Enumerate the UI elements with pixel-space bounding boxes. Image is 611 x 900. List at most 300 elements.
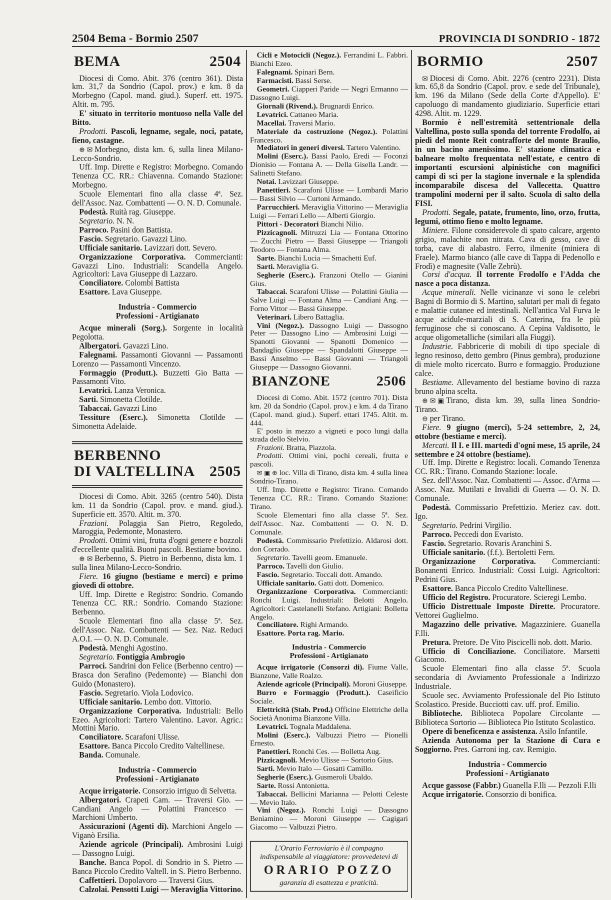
locality-number: 2506 [376, 374, 407, 390]
directory-entry [250, 664, 408, 681]
entry-text: Procuratore. Scieregi Lembo. [492, 592, 587, 602]
directory-entry [72, 493, 243, 520]
directory-entry [250, 52, 408, 69]
entry-text: Uff. Imp. Dirette e Registro: Tirano. Comando Tenenza CC. RR.: Tirano. Comando Stazione: Tirano. [250, 485, 408, 512]
entry-label: Fascio. [422, 539, 446, 549]
entry-text: Moroni Giuseppe. [352, 679, 408, 689]
entry-text: Sorgente in località Pegolotta. [72, 323, 243, 342]
entry-label: Esattore. [256, 629, 286, 638]
entry-text: Filone considerevole di spato calcare, argento grigio, malachite non nitrata. Cava di gesso, cave di torba, cave di alabastro. Ferro, ilmenite (miniera di Fraele). Marmo bianco (alle cave di Tappa di Pedenollo e Frodì) e magnesite (Valle Zebrù). [415, 225, 600, 271]
entry-text: Scarafoni Ulisse. [125, 732, 180, 742]
entry-text: Uff. Imp. Dirette e Registro: Morbegno. Comando Tenenza CC. RR.: Chiavenna. Comando Stazione: Morbegno. [72, 162, 243, 190]
directory-entry [72, 823, 243, 841]
entry-label: Pizzicagnoli. [256, 228, 298, 237]
entry-text: Pres. Garroni ing. cav. Remigio. [453, 744, 557, 754]
entry-text: Ferrandini L. Fabbri. Bianchi Ezeo. [250, 52, 408, 68]
entry-text: Caseificio Sociale. [250, 688, 408, 706]
entry-text: Bianchi Nilio. [320, 219, 364, 229]
directory-entry [415, 289, 600, 343]
entry-text: Polattini Francesco. [250, 127, 408, 144]
entry-label: Esattore. [79, 741, 110, 751]
entry-label: Ufficiale sanitario. [79, 243, 143, 253]
entry-label: Acque irrigatorie. [79, 786, 141, 796]
directory-entry [250, 428, 408, 445]
entry-label: Assicurazioni (Agenti di). [79, 822, 169, 832]
directory-entry [415, 379, 600, 397]
entry-text: Commercianti: Bonanenti Enrico. Industriali: Cossi Luigi. Agricoltori: Pedrini Gius. [415, 556, 600, 584]
locality-number: 2507 [566, 54, 598, 70]
entry-text: Ronchi Luigi — Dassogno Beniamino — Moroni Giuseppe — Cagigari Giacomo — Valbuzzi Pietro. [250, 806, 408, 832]
entry-label: Panettieri. [256, 747, 291, 756]
entry-text: Gavazzi Lino. [123, 341, 169, 351]
entry-label: Pittori - Decoratori [256, 219, 319, 229]
entry-text: Bianchi Lucia — Smachetti Euf. [277, 253, 377, 263]
entry-label: Acque irrigatorie (Consorzi di). [256, 663, 365, 672]
directory-entry [415, 119, 600, 209]
entry-text: Allevamento del bestiame bovino di razza bruno alpina scelta. [415, 377, 600, 396]
entry-text: Diocesi di Como. Abit. 2276 (centro 2231). Dista km. 65,8 da Sondrio (Capol. prov. e sede del Tribunale), km. 196 da Milano (Sede della Corte d'Appello). E' capoluogo di mandamento giudiziario. Superficie ettari 4298. Altit. m. 1229. [415, 73, 600, 119]
entry-text: Tartero Valentino. [346, 143, 401, 153]
entry-label: Acque irrigatorie. [422, 789, 484, 799]
entry-label: Sarti. [79, 395, 99, 405]
advertisement-box [250, 841, 408, 891]
section-heading-line: Industria - Commercio [118, 765, 197, 775]
entry-text: Segretario. Toccali dott. Amando. [281, 570, 383, 579]
entry-label: Industrie. [422, 342, 454, 352]
entry-label: Frazioni. [79, 518, 109, 528]
directory-entry [250, 470, 408, 487]
entry-text: Fontiggia Ambrogio [116, 652, 185, 662]
entry-label: Panettieri. [256, 186, 291, 195]
telegraph-icon: ▣ [264, 469, 271, 478]
entry-text: Ottimi vini, pochi cereali, frutta e pascoli. [250, 452, 408, 469]
entry-label: Calzolai. [79, 884, 110, 894]
entry-text: Scuole Elementari fino alla classe 5ª. Sez. dell'Assoc. Naz. Combattenti — O. N. D. Comunale. [250, 511, 408, 537]
entry-text: Bormio è nell'estremità settentrionale della Valtellina, posto sulla sponda del torrente Frodolfo, ai piedi del monte Reit contrafforte del monte Braulio, in un bacino amenissimo. E' stazione climatica e balneare molto frequentata nell'estate, e centro di importanti escursioni alpinistiche con magnifici campi di sci per la stagione invernale e la splendida incomparabile discesa del Vallecetta. Quattro trampolini moderni per il salto. Scuola di salto della FISI. [415, 118, 600, 208]
entry-label: Fiere. [79, 572, 99, 582]
directory-entry [415, 442, 600, 460]
entry-text: Procuratore. Vettorei Guglielmo. [415, 601, 600, 620]
locality-number: 2505 [209, 464, 242, 481]
entry-label: Formaggio (Produtt.). [79, 368, 158, 378]
directory-entry [415, 737, 600, 755]
entry-text: Ambrosini Luigi — Dassogno Luigi. [72, 840, 243, 858]
directory-entry [250, 689, 408, 706]
post-office-icon: ✉ [256, 469, 263, 478]
entry-text: Dopolavoro — Traversi Gius. [118, 875, 214, 885]
entry-text: Diocesi di Como. Abit. 1572 (centro 701). Dista km. 20 da Sondrio (Capol. prov.) e km. 4 da Tirano (Capol. mand. giud.). Superf. ettari 1745. Altit. m. 444. [250, 392, 408, 427]
railway-station-icon: ⊕ [422, 396, 428, 405]
entry-label: Giornali (Rivend.). [256, 101, 318, 111]
entry-text: Righi Armando. [300, 620, 349, 630]
entry-text: per Tirano. [429, 413, 466, 423]
directory-entry [415, 477, 600, 504]
section-heading-line: Professioni - Artigianato [289, 651, 369, 661]
section-heading [72, 304, 243, 322]
entry-text: Rossi Antonietta. [277, 781, 330, 790]
directory-entry [250, 86, 408, 103]
entry-text: Consorzio irriguo di Selvetta. [142, 786, 237, 796]
directory-entry [250, 588, 408, 622]
post-office-icon: ✉ [86, 555, 93, 564]
entry-label: Azienda Autonoma per la Stazione di Cura e Soggiorno. [415, 736, 600, 754]
directory-entry [415, 603, 600, 621]
entry-text: 16 giugno (bestiame e merci) e primo giovedì di ottobre. [72, 572, 243, 590]
right-column [415, 52, 600, 897]
entry-label: Magazzino delle privative. [422, 619, 517, 629]
directory-entry [72, 146, 243, 164]
section-heading [72, 767, 243, 785]
entry-text: Pretore. De Vito Piscicelli nob. dott. Mario. [452, 637, 593, 647]
entry-text: Valbuzzi Pietro — Pionelli Ernesto. [250, 730, 408, 748]
entry-text: Lanza Veronica. [114, 386, 166, 396]
entry-text: Guanella F.lli — Pezzoli F.lli [502, 780, 597, 790]
entry-text: Lavizzari dott. Severo. [144, 243, 217, 253]
entry-text: Scuole sec. Avviamento Professionale del Pio Istituto Scolastico. Preside. Bucciotti cav. uff. prof. Emilio. [415, 691, 600, 710]
section-heading [250, 644, 408, 661]
directory-entry [415, 504, 600, 522]
entry-text: Spinari Bern. [294, 67, 335, 77]
entry-text: Consorzio di bonifica. [485, 789, 557, 799]
entry-label: Albergatori. [79, 795, 122, 805]
column-content [72, 54, 243, 895]
entry-text: Il torrente Frodolfo e l'Adda che nasce a poca distanza. [415, 270, 600, 289]
entry-label: Fascio. [256, 570, 280, 579]
entry-label: Sarte. [256, 253, 276, 263]
entry-text: Menghi Agostino. [109, 643, 168, 653]
entry-text: Segretario. Rovaris Aranchini S. [447, 539, 552, 549]
column-rule [411, 50, 412, 898]
entry-label: Podestà. [79, 207, 108, 217]
directory-entry [250, 271, 408, 288]
directory-entry [72, 859, 243, 877]
entry-text: Mevio Italo — Gosatti Camillo. [276, 764, 374, 773]
entry-text: Dassogno Luigi — Dassogno Peter — Dassogno Lino — Ambrosini Luigi — Spanotti Giovanni — Spanotti Domenico — Bandaglio Giuseppe — Spandalotti Giuseppe — Bassi Anselmo — Bassi Giovanni — Triangoli Giuseppe — Dassogno Giovanni. [250, 321, 408, 372]
entry-text: Bassi Serse. [295, 76, 332, 85]
entry-label: Albergatori. [79, 341, 122, 351]
entry-label: Prodotti. [79, 127, 108, 137]
entry-label: Vini (Negoz.). [256, 321, 304, 330]
entry-text: Scarafoni Ulisse — Polattini Giulia — Salve Luigi — Fontana Alma — Candiani Ang. — Forno Vittor — Bassi Giuseppe. [250, 287, 408, 313]
entry-label: Ufficiale sanitario. [422, 548, 486, 558]
directory-entry [72, 752, 243, 761]
directory-entry [72, 591, 243, 618]
entry-label: Ufficiale sanitario. [79, 697, 143, 707]
entry-text: Franzoni Otello — Gianini Gius. [250, 270, 408, 288]
section-heading [415, 761, 600, 779]
entry-text: Lembo dott. Vittorio. [144, 697, 212, 707]
entry-label: Veterinari. [256, 312, 292, 322]
entry-text: Morbegno, dista km. 6, sulla linea Milano-Lecco-Sondrio. [72, 144, 243, 163]
locality-title [250, 375, 408, 391]
entry-text: Officine Elettriche della Società Anonima Bianzone Villa. [250, 705, 408, 723]
entry-text: Libero Battaglia. [293, 312, 345, 322]
entry-text: Comunale. [105, 750, 141, 760]
section-heading-line: Professioni - Artigianato [115, 311, 200, 321]
entry-text: Peccedi don Evaristo. [453, 530, 524, 540]
entry-label: Tabaccai. [256, 789, 288, 799]
entry-text: Industriali: Bello Ezeo. Agricoltori: Tartero Valentino. Lavor. Agric.: Mottini Mario. [72, 706, 243, 733]
entry-label: Organizzazione Corporativa. [79, 706, 182, 716]
section-heading-line: Professioni - Artigianato [465, 768, 550, 778]
entry-text: Fiume Valle, Bianzone, Valle Roalzo. [250, 663, 408, 680]
directory-entry [415, 621, 600, 639]
left-column [72, 52, 243, 897]
locality-name-line: BORMIO [416, 54, 484, 70]
entry-text: Meraviglia Vittorino — Meraviglia Luigi — Ferrari Lello — Alberti Giorgio. [250, 202, 408, 220]
directory-entry [250, 453, 408, 470]
entry-text: Colombi Battista [125, 278, 180, 288]
entry-label: Segretario. [79, 652, 115, 662]
directory-entry [72, 707, 243, 734]
entry-text: Scuole Elementari fino alla classe 5ª. Scuola secondaria di Avviamento Professionale a Indirizzo Industriale. [415, 664, 600, 692]
entry-text: Lava Giuseppe. [111, 287, 162, 297]
entry-text: Simonetta Clotilde — Simonetta Adelaide. [72, 412, 243, 431]
entry-label: Segherie (Eserc.). [256, 772, 313, 782]
directory-entry [415, 227, 600, 272]
entry-label: Organizzazione Corporativa. [422, 556, 536, 566]
directory-entry [415, 791, 600, 800]
entry-label: Segretario. [256, 553, 291, 562]
entry-text: Polaggia San Pietro, Regoledo, Maroggia, Pedemonte, Monastero. [72, 518, 243, 537]
post-office-icon: ✉ [86, 145, 93, 154]
directory-entry [250, 322, 408, 373]
entry-text: Diocesi di Como. Abit. 376 (centro 361). Dista km. 31,7 da Sondrio (Capol. prov.) e km. 8 da Morbegno (Capol. mand. giud.). Superf. ett. 1975. Altit. m. 795. [72, 73, 243, 110]
entry-label: Fascio. [79, 234, 103, 244]
entry-text: Banca Piccolo Credito Valtellinese. [454, 583, 569, 593]
telegraph-icon: ▣ [437, 396, 445, 405]
entry-text: Scuole Elementari fino alla classe 4ª. Sez. dell'Assoc. Naz. Combattenti — O. N. D. Comunale. [72, 189, 243, 208]
page-range-heading: 2504 Bema - Bormio 2507 [72, 33, 199, 45]
advertisement-text: L'Orario Ferroviario è il compagno indispensabile al viaggiatore: provvedetevi di [259, 844, 399, 861]
directory-entry [72, 519, 243, 537]
entry-text: Gatti dott. Domenico. [318, 578, 384, 588]
directory-entry [72, 253, 243, 280]
directory-entry [72, 164, 243, 191]
entry-label: Molini (Eserc.). [256, 152, 309, 161]
post-office-icon: ✉ [422, 74, 428, 83]
entry-label: Corsi d'acqua. [422, 270, 472, 280]
entry-label: Segherie (Eserc.). [256, 270, 316, 279]
entry-text: Brugnardi Enrico. [319, 101, 375, 111]
entry-text: Cattaneo Maria. [289, 110, 339, 119]
entry-label: Esattore. [79, 287, 110, 297]
entry-text: E' situato in territorio montuoso nella Valle del Bitto. [72, 109, 243, 128]
directory-entry [415, 459, 600, 477]
entry-text: Scuole Elementari fino alla classe 5ª. Sez. dell'Assoc. Naz. Combattenti — Sez. Naz. Reduci A.O.I. — O. N. D. Comunale. [72, 616, 243, 644]
column-content [250, 52, 408, 892]
directory-entry [415, 74, 600, 119]
entry-label: Parroco. [422, 530, 452, 540]
entry-label: Tabaccai. [79, 404, 112, 413]
entry-text: Sez. dell'Assoc. Naz. Combattenti — Assoc. d'Arma — Assoc. Naz. Mutilati e Invalidi di Guerra — O. N. D. Comunale. [415, 476, 600, 504]
directory-entry [250, 288, 408, 313]
entry-text: Commercianti: Ronchi Luigi. Industriali: Belotti Angelo. Agricoltori: Castelanelli Stefano. Artigiani: Bolletta Angelo. [250, 587, 408, 621]
entry-text: Porta rag. Mario. [287, 629, 345, 638]
directory-entry [72, 414, 243, 432]
directory-entry [250, 537, 408, 554]
directory-entry [415, 397, 600, 415]
entry-text: Marchioni Angelo — Viganò Ersilia. [72, 822, 243, 841]
entry-label: Podestà. [256, 536, 284, 545]
entry-label: Organizzazione Corporativa. [256, 587, 356, 596]
bus-icon: ⊖ [422, 414, 428, 423]
directory-entry [250, 791, 408, 808]
entry-text: Commissario Prefettizio. Aldarosi dott. don Corrado. [250, 536, 408, 554]
railway-station-icon: ⊕ [272, 469, 278, 478]
entry-label: Macellai. [256, 118, 287, 128]
entry-text: Ruità rag. Giuseppe. [109, 207, 176, 217]
page-header [72, 30, 600, 47]
entry-text: Tirano, dista km. 39, sulla linea Sondrio-Tirano. [415, 395, 600, 414]
directory-entry [72, 369, 243, 387]
section-heading-line: Industria - Commercio [468, 759, 547, 769]
entry-text: Mevio Ulisse — Sortorio Gius. [299, 755, 394, 765]
entry-text: Bassi Paolo, Eredi — Foconzi Dionisio — Fontana A. — Della Gisella Landr. — Salinetti Stefano. [250, 152, 408, 178]
entry-label: Ufficio di Conciliazione. [422, 646, 516, 656]
locality-title [415, 54, 600, 70]
entry-label: Sarte. [256, 781, 276, 790]
entry-label: Mediatori in generi diversi. [256, 143, 345, 153]
entry-text: Pascoli, legname, segale, noci, patate, fieno, castagne. [72, 127, 243, 145]
directory-entry [72, 841, 243, 859]
entry-label: Levatrici. [256, 722, 288, 731]
entry-label: Aziende agricole (Principali). [79, 840, 184, 850]
entry-label: Esattore. [422, 583, 453, 593]
entry-text: N. N. [116, 216, 135, 226]
entry-text: Magazziniere. Guanella F.lli. [415, 619, 600, 638]
directory-entry [250, 394, 408, 428]
entry-text: loc. Villa di Tirano, dista km. 4 sulla linea Sondrio-Tirano. [250, 468, 408, 486]
locality-name [74, 448, 195, 481]
entry-text: Passamonti Giovanni — Passamonti Lorenzo — Passamonti Vincenzo. [72, 350, 243, 369]
directory-entry [72, 886, 243, 895]
entry-label: Parroco. [79, 225, 109, 235]
directory-entry [72, 555, 243, 573]
directory-entry [250, 487, 408, 512]
entry-label: Biblioteche. [422, 709, 463, 719]
directory-entry [250, 731, 408, 748]
entry-label: Geometri. [256, 84, 290, 94]
entry-text: Il I. e III. martedì d'ogni mese, 15 aprile, 24 settembre e 24 ottobre (bestiame). [415, 440, 600, 459]
directory-entry [250, 204, 408, 221]
entry-label: Levatrici. [256, 110, 288, 119]
entry-label: Frazioni. [256, 443, 285, 453]
entry-label: Molini (Eserc.). [256, 730, 311, 740]
entry-text: Pasini don Battista. [110, 225, 173, 235]
directory-entry [72, 289, 243, 298]
entry-text: Segretario. Viola Lodovico. [104, 688, 194, 698]
entry-label: Cicli e Motocicli (Negoz.). [256, 52, 342, 60]
entry-label: Mercati. [422, 440, 450, 450]
directory-entry [415, 647, 600, 665]
entry-text: Crapeti Cam. — Traversi Gio. — Candiani Angelo — Polattini Francesco — Marchioni Umberto. [72, 795, 243, 823]
entry-label: Organizzazione Corporativa. [79, 252, 186, 262]
entry-label: Opere di beneficenza e assistenza. [422, 727, 538, 737]
entry-text: Segretario. Gavazzi Lino. [104, 234, 187, 244]
directory-entry [72, 618, 243, 645]
directory-entry [415, 209, 600, 227]
entry-label: Materiale da costruzione (Negoz.). [256, 127, 378, 136]
entry-label: Podestà. [422, 503, 451, 513]
entry-text: Ottimi vini, frutta d'ogni genere e bozzoli d'eccellente qualità. Buoni pascoli. Bestiame bovino. [72, 536, 243, 555]
post-office-icon: ✉ [429, 396, 436, 405]
locality-title [72, 54, 243, 70]
directory-entry [250, 153, 408, 178]
entry-text: Commercianti: Gavazzi Lino. Industriali: Scandella Angelo. Agricoltori: Lava Giuseppe di Lazzaro. [72, 252, 243, 279]
entry-text: Uff. Imp. Dirette e Registro: locali. Comando Tenenza CC. RR.: Tirano. Comando Stazione: locale. [415, 458, 600, 477]
advertisement-brand: ORARIO POZZO [263, 862, 395, 877]
entry-label: Parroci. [79, 661, 107, 671]
entry-text: Bellicini Marianna — Pelotti Celeste — Mevio Italo. [250, 789, 408, 807]
entry-label: Prodotti. [422, 207, 451, 217]
directory-entry [250, 128, 408, 145]
directory-entry [250, 630, 408, 638]
directory-entry [72, 796, 243, 823]
entry-text: Pensotti Luigi — Meraviglia Vittorino. [111, 884, 243, 894]
entry-label: Conciliatore. [79, 732, 124, 742]
railway-station-icon: ⊕ [79, 145, 85, 154]
entry-text: Fabbricerie di mobili di tipo speciale di legno resinoso, detto gembro (Pinus gembra), produzione di miele molto ricercato. Burro e formaggio. Produzione calce. [415, 342, 600, 378]
entry-label: Burro e Formaggio (Produtt.). [256, 688, 371, 697]
entry-label: Falegnami. [79, 350, 118, 360]
entry-label: Conciliatore. [256, 620, 299, 630]
entry-label: Levatrici. [79, 386, 113, 396]
directory-entry [72, 74, 243, 110]
entry-label: Fascio. [79, 688, 103, 698]
entry-text: Sandrini don Felice (Berbenno centro) — Brasca don Serafino (Pedemonte) — Bianchi don Guido (Monastero). [72, 661, 243, 689]
entry-label: Bestiame. [422, 377, 454, 387]
directory-entry [72, 662, 243, 689]
directory-entry [250, 807, 408, 832]
entry-text: Meraviglia G. [276, 262, 319, 271]
entry-label: Banda. [79, 750, 104, 760]
entry-label: Acque gassose (Fabbr.) [422, 780, 501, 790]
entry-text: Segale, patate, frumento, lino, orzo, frutta, legumi, ottimo fieno e molto legname. [415, 207, 600, 226]
entry-label: Acque minerali. [422, 288, 476, 298]
entry-text: Gusmeroli Ubaldo. [314, 772, 373, 782]
entry-text: Traversi Mario. [288, 118, 336, 128]
section-heading-line: Industria - Commercio [118, 302, 197, 312]
locality-title [72, 441, 243, 488]
directory-entry [415, 692, 600, 710]
locality-name [74, 54, 121, 70]
directory-entry [415, 665, 600, 692]
entry-text: Bratta, Piazzola. [286, 443, 337, 453]
advertisement-tagline: garanzia di esattezza e praticità. [279, 878, 379, 887]
entry-text: (f.f.). Bertoletti Fern. [487, 548, 555, 558]
entry-label: Sarti. [256, 764, 275, 773]
entry-text: Tavelli geom. Emanuele. [291, 553, 368, 562]
entry-text: Ronchi Ces. — Bolletta Aug. [292, 747, 381, 756]
locality-name-line: BEMA [73, 54, 121, 70]
entry-text: Gavazzi Lino [113, 404, 157, 413]
directory-entry [72, 325, 243, 343]
locality-name-line: DI VALTELLINA [73, 464, 195, 481]
entry-text: Tognala Maddalena. [289, 722, 352, 731]
entry-text: Commissario Prefettizio. Meriez cav. dott. Igo. [415, 503, 600, 522]
entry-text: Tavelli don Giulio. [286, 561, 344, 571]
entry-label: Prodotti. [79, 536, 108, 546]
entry-label: Sarti. [256, 262, 275, 271]
directory-entry [72, 128, 243, 146]
directory-entry [415, 271, 600, 289]
entry-label: Notai. [256, 177, 277, 187]
entry-label: Podestà. [79, 643, 108, 653]
entry-label: Parrucchieri. [256, 202, 300, 212]
entry-text: Scarafoni Ulisse — Lombardi Mario — Bassi Silvio — Curtoni Armando. [250, 186, 408, 204]
entry-text: Lavizzari Giuseppe. [278, 177, 339, 187]
